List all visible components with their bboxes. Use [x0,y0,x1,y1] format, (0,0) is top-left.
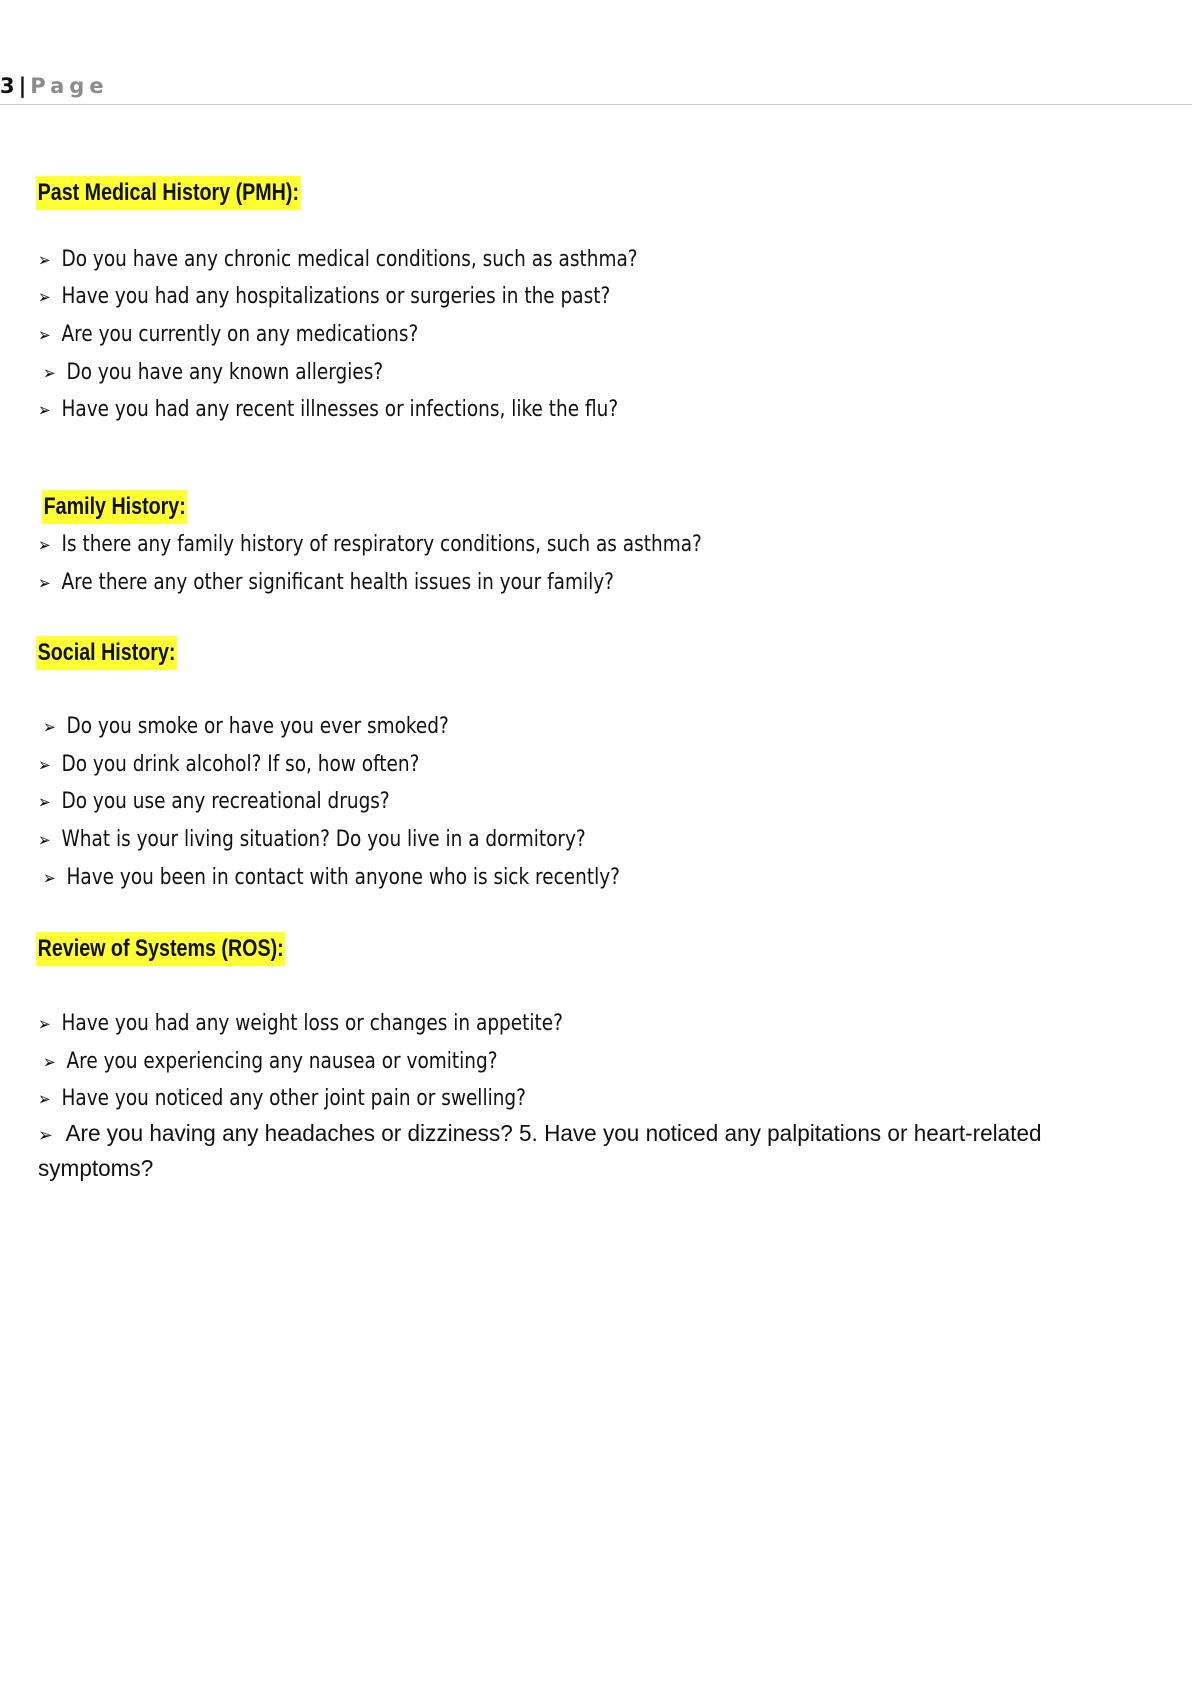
arrow-bullet-icon: ➢ [38,1125,53,1145]
page-separator: | [18,74,27,98]
ros-question-2: ➢ Are you experiencing any nausea or vomiting? [43,1048,498,1077]
social-question-1: ➢ Do you smoke or have you ever smoked? [43,713,449,742]
arrow-bullet-icon: ➢ [43,1052,56,1073]
arrow-bullet-icon: ➢ [38,573,51,594]
pmh-question-5: ➢ Have you had any recent illnesses or infections, like the flu? [38,396,618,425]
arrow-bullet-icon: ➢ [38,755,51,776]
arrow-bullet-icon: ➢ [38,1089,51,1110]
social-question-3: ➢ Do you use any recreational drugs? [38,788,390,817]
page-header [0,74,109,98]
ros-question-1: ➢ Have you had any weight loss or changes in appetite? [38,1010,563,1039]
arrow-bullet-icon: ➢ [38,325,51,346]
family-question-2: ➢ Are there any other significant health issues in your family? [38,569,614,598]
header-divider [0,104,1192,105]
social-history-heading: Social History: [36,636,177,670]
page-label: Page [30,74,109,98]
arrow-bullet-icon: ➢ [43,717,56,738]
social-question-2: ➢ Do you drink alcohol? If so, how often? [38,751,419,780]
ros-question-3: ➢ Have you noticed any other joint pain or swelling? [38,1085,526,1114]
arrow-bullet-icon: ➢ [38,1014,51,1035]
arrow-bullet-icon: ➢ [43,363,56,384]
family-history-heading: Family History: [42,490,187,524]
pmh-question-3: ➢ Are you currently on any medications? [38,321,418,350]
pmh-question-2: ➢ Have you had any hospitalizations or surgeries in the past? [38,283,610,312]
family-question-1: ➢ Is there any family history of respiratory conditions, such as asthma? [38,531,702,560]
arrow-bullet-icon: ➢ [38,792,51,813]
page-number: 3 [0,74,15,98]
arrow-bullet-icon: ➢ [38,400,51,421]
pmh-question-1: ➢ Do you have any chronic medical conditions, such as asthma? [38,246,638,275]
pmh-heading: Past Medical History (PMH): [36,176,301,210]
pmh-question-4: ➢ Do you have any known allergies? [43,359,383,388]
arrow-bullet-icon: ➢ [38,535,51,556]
arrow-bullet-icon: ➢ [38,830,51,851]
social-question-4: ➢ What is your living situation? Do you live in a dormitory? [38,826,586,855]
ros-heading: Review of Systems (ROS): [36,932,285,966]
arrow-bullet-icon: ➢ [38,287,51,308]
arrow-bullet-icon: ➢ [38,250,51,271]
ros-question-4: ➢ Are you having any headaches or dizziness? 5. Have you noticed any palpitations or heart-related symptoms? [38,1120,1042,1181]
arrow-bullet-icon: ➢ [43,868,56,889]
social-question-5: ➢ Have you been in contact with anyone who is sick recently? [43,864,620,893]
